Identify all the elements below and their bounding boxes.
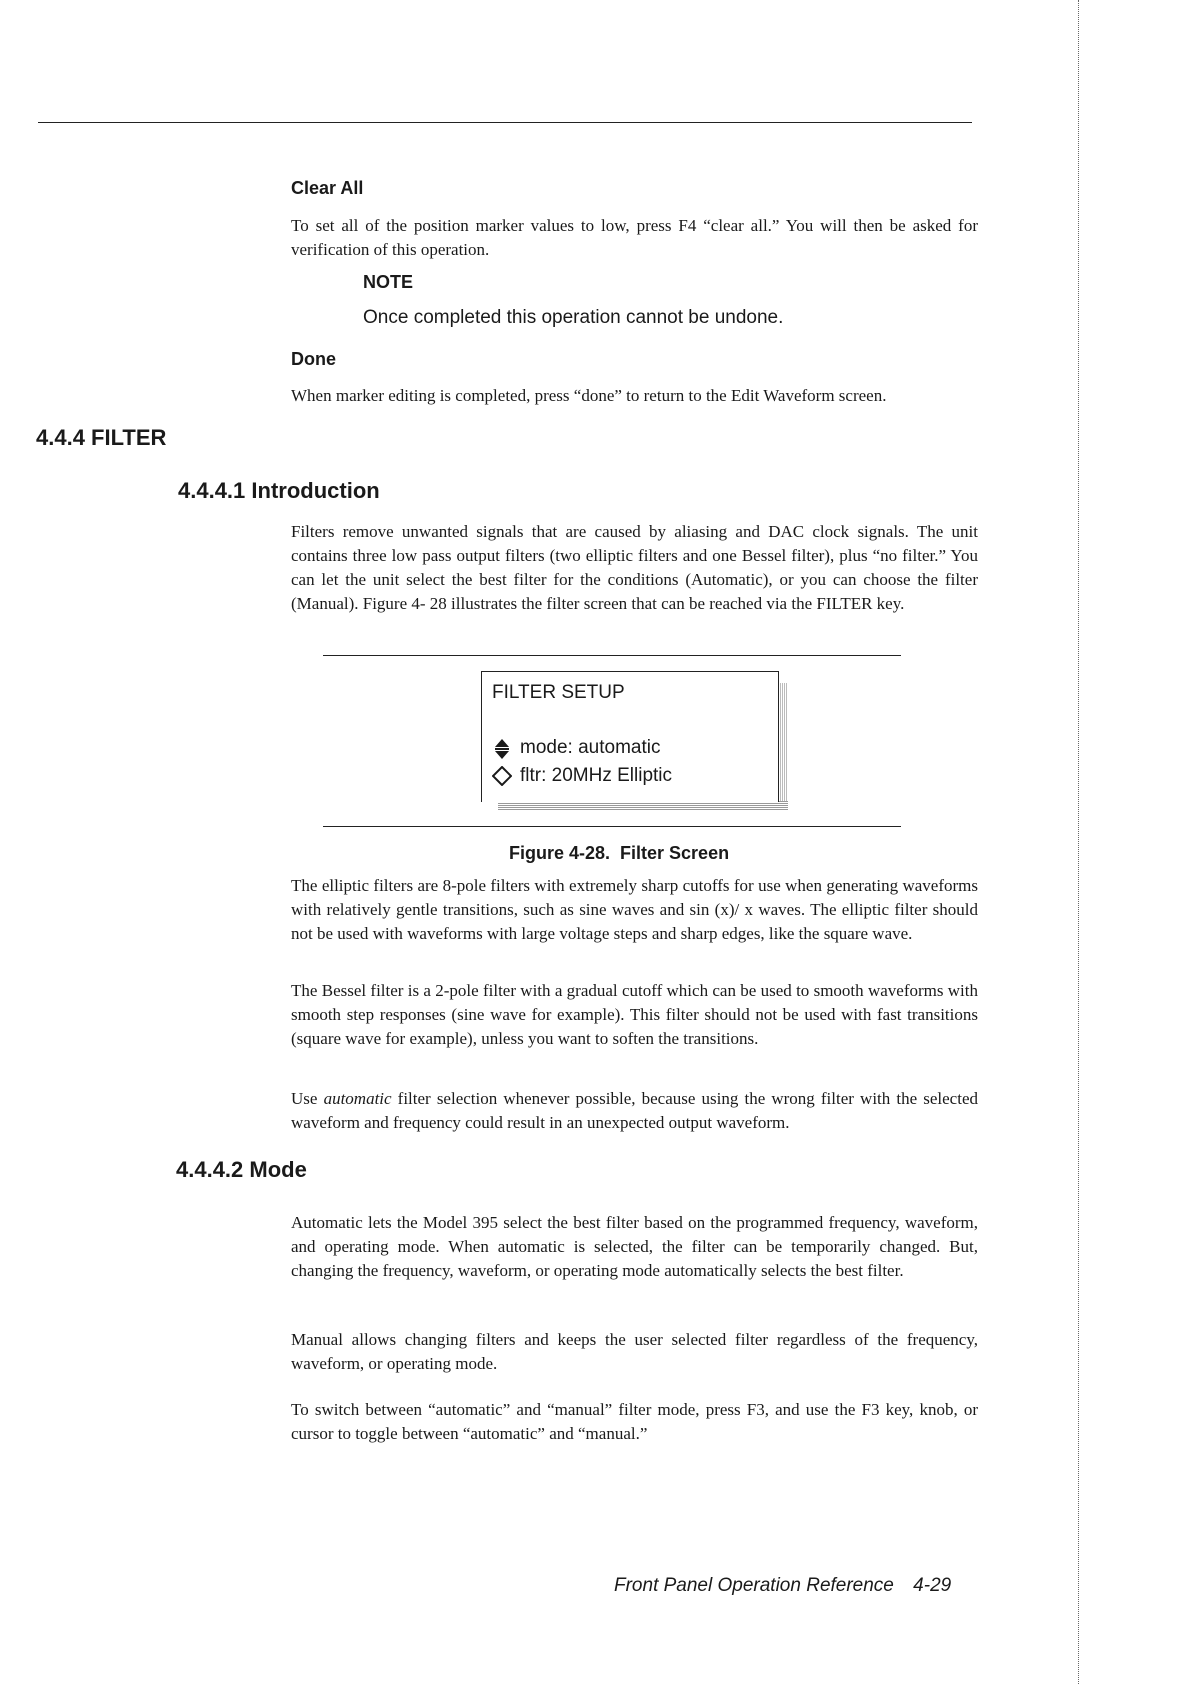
figure-top-rule <box>323 655 901 656</box>
note-heading: NOTE <box>363 272 414 292</box>
up-down-arrow-icon <box>494 738 510 765</box>
diamond-knob-icon <box>492 766 512 791</box>
figure-bottom-rule <box>323 826 901 827</box>
use-emphasis: automatic <box>323 1089 392 1108</box>
page-footer <box>614 1575 951 1597</box>
mode-manual-text: Manual allows changing filters and keeps the user selected filter regardless of the frequency, waveform, or operating mode. <box>291 1330 978 1373</box>
screen-title: FILTER SETUP <box>492 682 625 703</box>
section-intro-heading: 4.4.4.1 Introduction <box>178 478 380 503</box>
clear-all-text: To set all of the position marker values to low, press F4 “clear all.” You will then be asked for verification of this operation. <box>291 216 978 259</box>
done-text: When marker editing is completed, press “done” to return to the Edit Waveform screen. <box>291 386 887 405</box>
screen-filter-line: fltr: 20MHz Elliptic <box>520 765 673 786</box>
done-heading: Done <box>291 349 336 369</box>
footer-title: Front Panel Operation Reference <box>614 1575 894 1596</box>
screen-shadow-right <box>778 683 788 801</box>
binding-margin-line <box>1078 0 1079 1684</box>
filter-setup-screen <box>481 671 779 802</box>
bessel-text: The Bessel filter is a 2-pole filter with a gradual cutoff which can be used to smooth waveforms with smooth step responses (sine wave for example). This filter should not be used with fast transitions (square wave for example), unless you want to soften the transitions. <box>291 981 978 1048</box>
header-rule <box>38 122 972 123</box>
use-suffix: filter selection whenever possible, because using the wrong filter with the selected waveform and frequency could result in an unexpected output waveform. <box>291 1089 978 1132</box>
footer-page-number: 4-29 <box>913 1575 952 1596</box>
use-automatic-text <box>291 1087 978 1135</box>
elliptic-text: The elliptic filters are 8-pole filters with extremely sharp cutoffs for use when generating waveforms with relatively gentle transitions, such as sine waves and sin (x)/ x waves. The elliptic filter should not be used with waveforms with large voltage steps and sharp edges, like the square wave. <box>291 876 978 943</box>
screen-mode-line: mode: automatic <box>520 737 661 758</box>
clear-all-heading: Clear All <box>291 178 364 198</box>
section-mode-heading: 4.4.4.2 Mode <box>176 1157 307 1182</box>
use-prefix: Use <box>291 1089 324 1108</box>
intro-text: Filters remove unwanted signals that are caused by aliasing and DAC clock signals. The unit contains three low pass output filters (two elliptic filters and one Bessel filter), plus “no filter.” You can let the unit select the best filter for the conditions (Automatic), or you can choose the filter (Manual). Figure 4- 28 illustrates the filter screen that can be reached via the FILTER key. <box>291 522 978 613</box>
section-filter-heading: 4.4.4 FILTER <box>36 425 167 450</box>
screen-shadow-bottom <box>498 801 788 810</box>
note-text: Once completed this operation cannot be undone. <box>363 307 784 328</box>
mode-switch-text: To switch between “automatic” and “manual” filter mode, press F3, and use the F3 key, knob, or cursor to toggle between “automatic” and “manual.” <box>291 1400 978 1443</box>
figure-caption: Figure 4-28. Filter Screen <box>509 843 730 863</box>
mode-automatic-text: Automatic lets the Model 395 select the best filter based on the programmed frequency, waveform, and operating mode. When automatic is selected, the filter can be temporarily changed. But, changing the frequency, waveform, or operating mode automatically selects the best filter. <box>291 1213 978 1280</box>
